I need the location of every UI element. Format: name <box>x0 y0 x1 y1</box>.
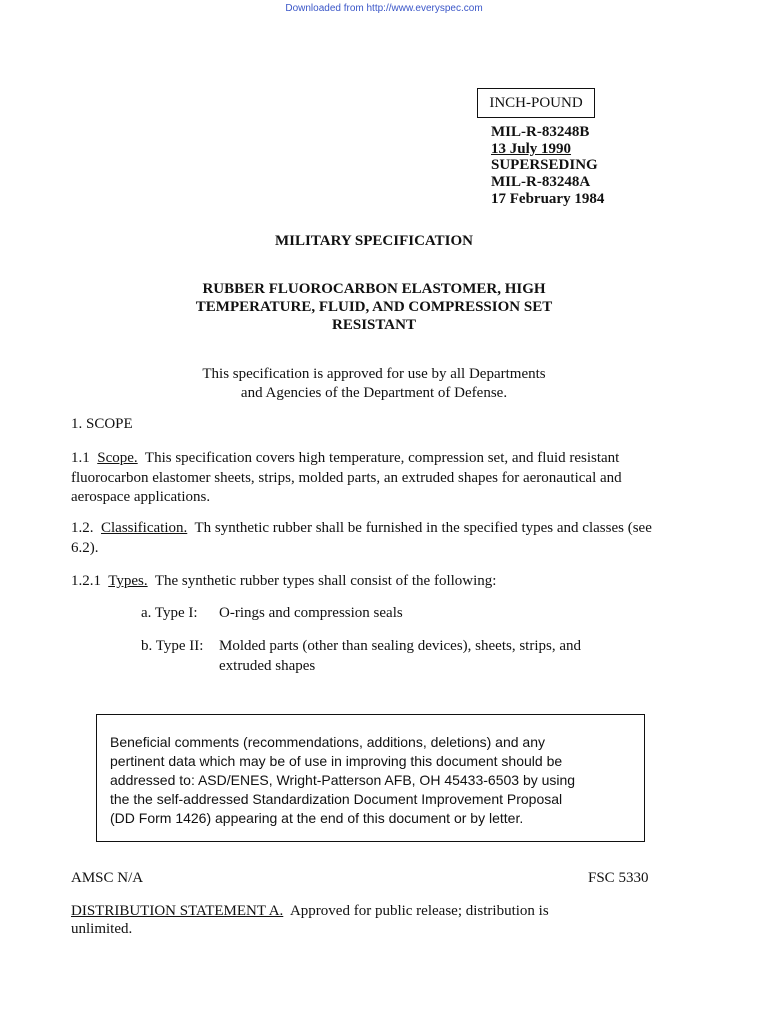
type-1-label: a. Type I: <box>141 605 198 621</box>
comment-line-4: the the self-addressed Standardization Document Improvement Proposal <box>110 791 563 807</box>
section-1-2-1-text: The synthetic rubber types shall consist of the following: <box>154 573 497 589</box>
approval-line-1: This specification is approved for use by all Departments <box>202 366 546 382</box>
section-1-2-title: Classification. <box>101 520 188 536</box>
download-source-link[interactable]: Downloaded from http://www.everyspec.com <box>285 3 483 14</box>
superseding-label: SUPERSEDING <box>491 157 598 173</box>
spec-type-heading: MILITARY SPECIFICATION <box>275 233 473 249</box>
type-2-item <box>141 636 581 656</box>
section-1-1 <box>71 449 671 508</box>
section-1-1-text: This specification covers high temperature, compression set, and fluid resistant fluorocarbon elastomer sheets, strips, molded parts, an extruded shapes for aeronautical and aerospace applications. <box>71 450 622 505</box>
comments-notice-box <box>96 714 645 842</box>
superseded-date: 17 February 1984 <box>491 191 605 207</box>
inch-pound-box: INCH-POUND <box>477 88 595 118</box>
section-1-2-text: Th synthetic rubber shall be furnished in the specified types and classes (see 6.2). <box>71 520 652 556</box>
distribution-statement <box>71 902 671 922</box>
type-2-text: Molded parts (other than sealing devices), sheets, strips, and <box>219 638 581 654</box>
title-line-1: RUBBER FLUOROCARBON ELASTOMER, HIGH <box>202 281 546 297</box>
section-1-2-1-number: 1.2.1 <box>71 573 101 589</box>
section-1-2-number: 1.2. <box>71 520 94 536</box>
distribution-text: Approved for public release; distribution is <box>289 903 549 919</box>
fsc-code: FSC 5330 <box>588 870 649 886</box>
superseded-number: MIL-R-83248A <box>491 174 591 190</box>
type-2-label: b. Type II: <box>141 638 204 654</box>
section-1-1-number: 1.1 <box>71 450 90 466</box>
type-1-text: O-rings and compression seals <box>219 605 403 621</box>
document-date: 13 July 1990 <box>491 141 572 157</box>
distribution-text-continued: unlimited. <box>71 921 133 937</box>
section-1-2-1-title: Types. <box>108 573 148 589</box>
title-line-3: RESISTANT <box>332 317 416 333</box>
section-1-2-1 <box>71 572 671 592</box>
comment-line-5: (DD Form 1426) appearing at the end of this document or by letter. <box>110 810 524 826</box>
distribution-title: DISTRIBUTION STATEMENT A. <box>71 903 284 919</box>
type-1-item <box>141 603 403 623</box>
document-number: MIL-R-83248B <box>491 124 590 140</box>
section-1-2 <box>71 519 671 558</box>
approval-line-2: and Agencies of the Department of Defense. <box>240 385 508 401</box>
section-1-1-title: Scope. <box>97 450 138 466</box>
title-line-2: TEMPERATURE, FLUID, AND COMPRESSION SET <box>195 299 553 315</box>
comment-line-3: addressed to: ASD/ENES, Wright-Patterson AFB, OH 45433-6503 by using <box>110 772 576 788</box>
scope-heading: 1. SCOPE <box>71 416 133 432</box>
comment-line-1: Beneficial comments (recommendations, additions, deletions) and any <box>110 734 546 750</box>
amsc-code: AMSC N/A <box>71 870 144 886</box>
type-2-text-continued: extruded shapes <box>219 658 316 674</box>
comment-line-2: pertinent data which may be of use in improving this document should be <box>110 753 563 769</box>
